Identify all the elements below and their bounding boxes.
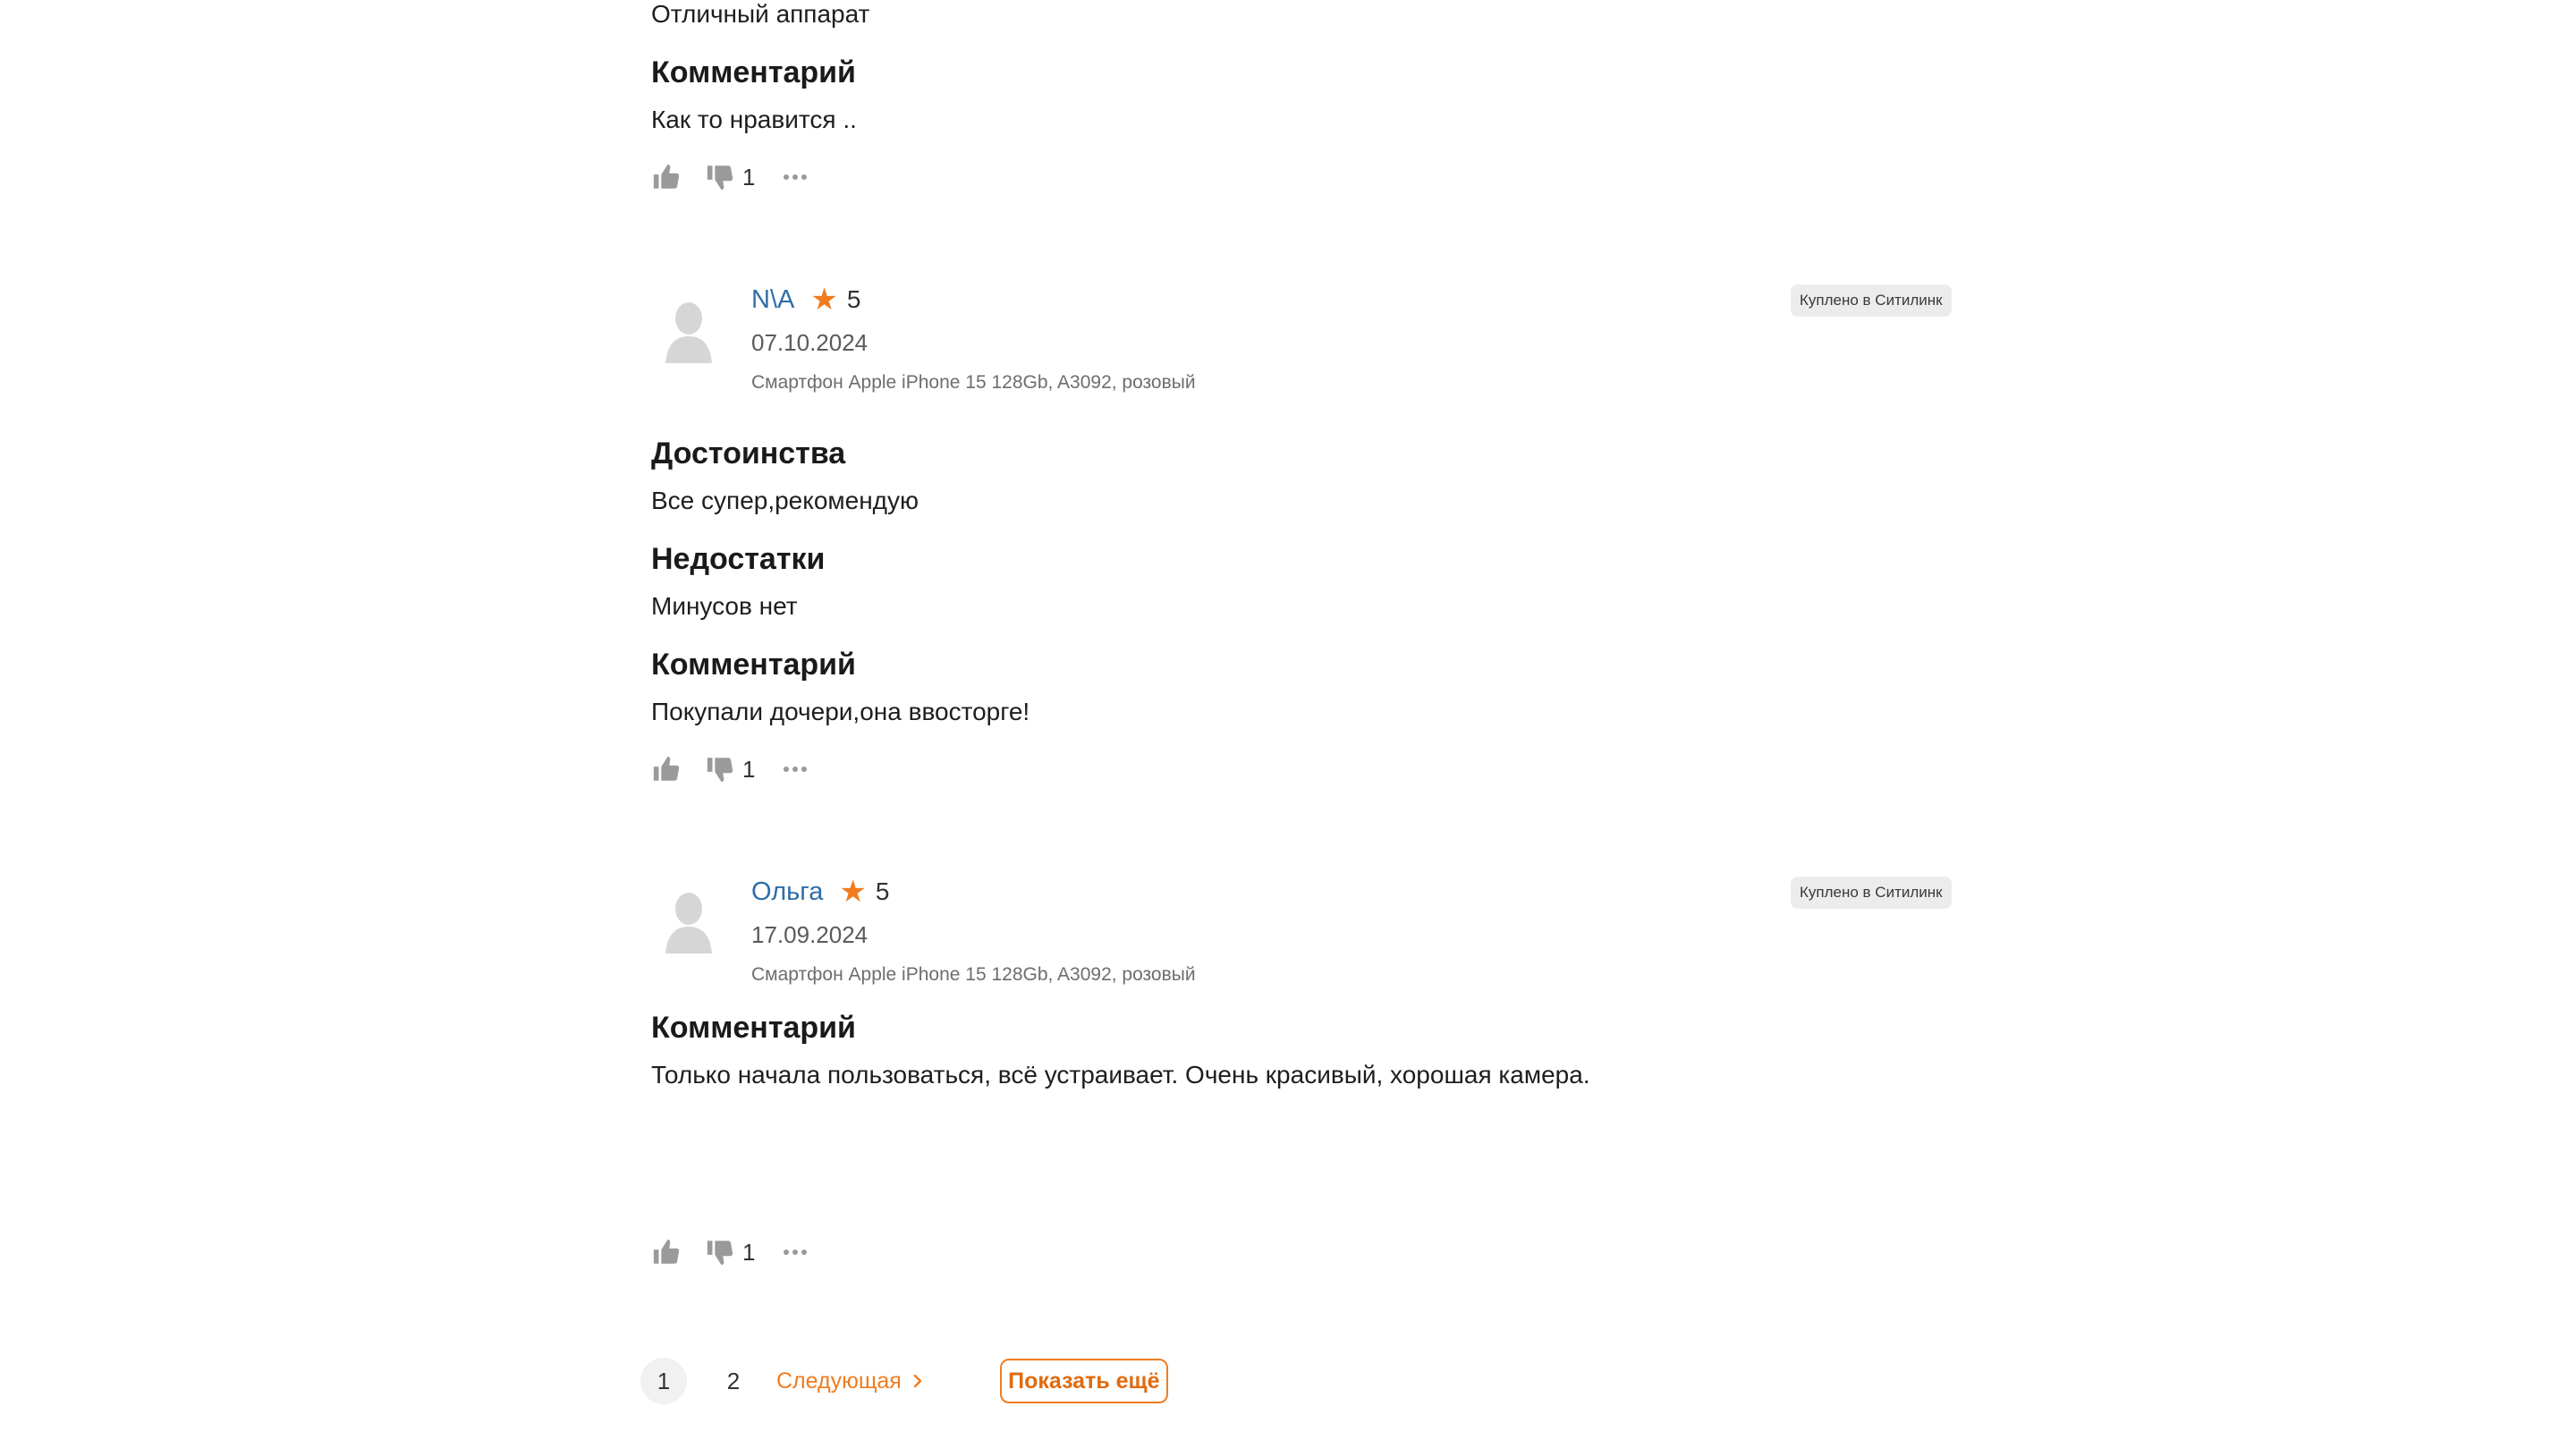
- dislike-button[interactable]: [705, 1237, 755, 1267]
- review3-actions: [651, 1234, 809, 1270]
- avatar: [662, 299, 716, 363]
- next-page-link[interactable]: [776, 1368, 923, 1394]
- comment-text: Покупали дочери,она ввосторге!: [651, 698, 1030, 725]
- purchased-badge: Куплено в Ситилинк: [1791, 284, 1952, 317]
- next-page-label: Следующая: [776, 1368, 902, 1394]
- cons-text: Минусов нет: [651, 592, 798, 620]
- thumbs-up-icon: [651, 162, 682, 192]
- thumbs-up-icon: [651, 1237, 682, 1267]
- purchased-badge: Куплено в Ситилинк: [1791, 877, 1952, 909]
- more-button[interactable]: [782, 1248, 809, 1257]
- show-more-button[interactable]: Показать ещё: [1000, 1359, 1168, 1403]
- review-author-link[interactable]: N\A: [751, 284, 795, 314]
- review-date: 07.10.2024: [751, 329, 869, 356]
- rating-value: 5: [875, 877, 890, 905]
- chevron-right-icon: [912, 1373, 923, 1389]
- rating-value: 5: [846, 285, 861, 313]
- like-button[interactable]: [651, 162, 682, 192]
- review2-actions: [651, 751, 809, 787]
- rating: [810, 284, 860, 315]
- review3-header: [751, 877, 889, 907]
- cons-title: Недостатки: [651, 542, 826, 576]
- more-dots-icon: [782, 765, 809, 774]
- pros-text: Все супер,рекомендую: [651, 487, 919, 514]
- page-2-button[interactable]: 2: [726, 1367, 741, 1394]
- review2-header: [751, 284, 860, 315]
- comment-title: Комментарий: [651, 648, 856, 682]
- review-date: 17.09.2024: [751, 921, 869, 948]
- review1-comment-text: Как то нравится ..: [651, 106, 857, 133]
- default-avatar-icon: [662, 299, 716, 363]
- like-button[interactable]: [651, 754, 682, 784]
- more-dots-icon: [782, 1248, 809, 1257]
- star-icon: ★: [810, 283, 838, 317]
- thumbs-down-icon: [705, 754, 735, 784]
- thumbs-up-icon: [651, 754, 682, 784]
- pagination: [640, 1358, 1168, 1404]
- dislike-button[interactable]: [705, 754, 755, 784]
- default-avatar-icon: [662, 889, 716, 953]
- thumbs-down-icon: [705, 162, 735, 192]
- comment-text: Только начала пользоваться, всё устраивает. Очень красивый, хорошая камера.: [651, 1061, 1590, 1089]
- thumbs-down-icon: [705, 1237, 735, 1267]
- review-author-link[interactable]: Ольга: [751, 877, 824, 906]
- dislike-count: 1: [742, 163, 756, 191]
- rating: [839, 877, 889, 907]
- review1-pros-text: Отличный аппарат: [651, 0, 870, 28]
- dislike-count: 1: [742, 1238, 756, 1266]
- more-dots-icon: [782, 173, 809, 182]
- comment-title: Комментарий: [651, 1011, 856, 1045]
- page-1-button[interactable]: 1: [640, 1358, 687, 1404]
- dislike-button[interactable]: [705, 162, 755, 192]
- pros-title: Достоинства: [651, 436, 846, 470]
- avatar: [662, 889, 716, 953]
- star-icon: ★: [839, 875, 867, 909]
- review-product-link[interactable]: Смартфон Apple iPhone 15 128Gb, A3092, розовый: [751, 372, 1196, 393]
- like-button[interactable]: [651, 1237, 682, 1267]
- review-product-link[interactable]: Смартфон Apple iPhone 15 128Gb, A3092, розовый: [751, 964, 1196, 985]
- more-button[interactable]: [782, 765, 809, 774]
- dislike-count: 1: [742, 755, 756, 783]
- review1-actions: [651, 159, 809, 195]
- more-button[interactable]: [782, 173, 809, 182]
- review1-comment-title: Комментарий: [651, 55, 856, 89]
